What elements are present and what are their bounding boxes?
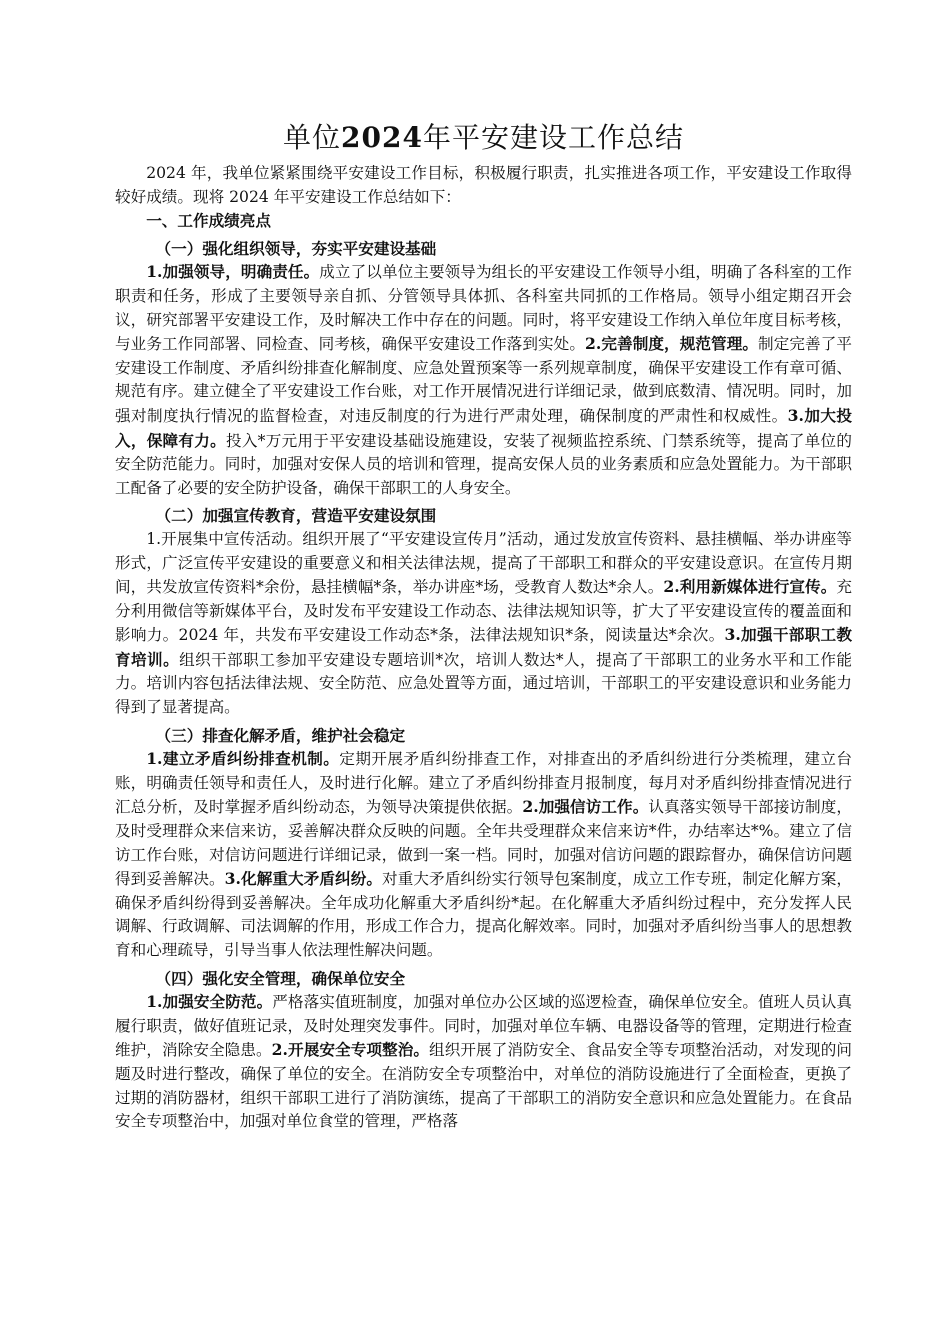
s4-text-2: 组织开展了消防安全、食品安全等专项整治活动，对发现的问题及时进行整改，确保了单位的安全。在消防安全专项整治中，对单位的消防设施进行了全面检查，更换了过期的消防器材，组织干部职工进行了消防演练，提高了干部职工的消防安全意识和应急处置能力。在食品安全专项整治中，加强对单位食堂的管理，严格落 (115, 1041, 852, 1131)
subsection-heading-3: （三）排查化解矛盾，维护社会稳定 (155, 725, 406, 745)
subsection-heading-2: （二）加强宣传教育，营造平安建设氛围 (155, 506, 437, 526)
subsection-4-paragraph (115, 990, 852, 1134)
s1-bold-1: 1.加强领导，明确责任。 (146, 262, 320, 282)
s3-bold-3: 3.化解重大矛盾纠纷。 (224, 869, 383, 889)
s1-text-1: 成立了以单位主要领导为组长的平安建设工作领导小组，明确了各科室的工作职责和任务，形成了主要领导亲自抓、分管领导具体抓、各科室共同抓的工作格局。领导小组定期召开会议，研究部署平安建设工作，及时解决工作中存在的问题。同时，将平安建设工作纳入单位年度目标考核，与业务工作同部署、同检查、同考核，确保平安建设工作落到实处。 (115, 263, 852, 354)
subsection-3-paragraph (115, 747, 852, 962)
s2-text-1: 1.开展集中宣传活动。组织开展了“平安建设宣传月”活动，通过发放宣传资料、悬挂横幅、举办讲座等形式，广泛宣传平安建设的重要意义和相关法律法规，提高了干部职工和群众的平安建设意识。在宣传月期间，共发放宣传资料*余份，悬挂横幅*条，举办讲座*场，受教育人数达*余人。 (115, 529, 852, 597)
s3-text-3: 对重大矛盾纠纷实行领导包案制度，成立工作专班，制定化解方案，确保矛盾纠纷得到妥善解决。全年成功化解重大矛盾纠纷*起。在化解重大矛盾纠纷过程中，充分发挥人民调解、行政调解、司法调解的作用，形成工作合力，提高化解效率。同时，加强对矛盾纠纷当事人的思想教育和心理疏导，引导当事人依法理性解决问题。 (115, 870, 852, 959)
subsection-2-paragraph (115, 528, 852, 720)
s2-text-2: 充分利用微信等新媒体平台，及时发布平安建设工作动态、法律法规知识等，扩大了平安建设宣传的覆盖面和影响力。2024 年，共发布平安建设工作动态*条，法律法规知识*条，阅读量达*余次。 (115, 578, 852, 645)
s1-bold-2: 2.完善制度，规范管理。 (585, 334, 759, 354)
subsection-1-paragraph (115, 260, 852, 500)
document-page (115, 108, 852, 1134)
s1-text-3: 投入*万元用于平安建设基础设施建设，安装了视频监控系统、门禁系统等，提高了单位的安全防范能力。同时，加强对安保人员的培训和管理，提高安保人员的业务素质和应急处置能力。为干部职工配备了必要的安全防护设备，确保干部职工的人身安全。 (115, 431, 852, 497)
section-heading-achievements: 一、工作成绩亮点 (146, 211, 271, 231)
s2-bold-2: 2.利用新媒体进行宣传。 (663, 577, 837, 597)
s1-text-2: 制定完善了平安建设工作制度、矛盾纠纷排查化解制度、应急处置预案等一系列规章制度，确保平安建设工作有章可循、规范有序。建立健全了平安建设工作台账，对工作开展情况进行详细记录，做到底数清、情况明。同时，加强对制度执行情况的监督检查，对违反制度的行为进行严肃处理，确保制度的严肃性和权威性。 (115, 335, 852, 425)
s3-bold-1: 1.建立矛盾纠纷排查机制。 (146, 749, 340, 769)
intro-paragraph: 2024 年，我单位紧紧围绕平安建设工作目标，积极履行职责，扎实推进各项工作，平安建设工作取得较好成绩。现将 2024 年平安建设工作总结如下： (115, 164, 852, 206)
title-suffix: 年平安建设工作总结 (422, 121, 684, 154)
s3-text-1: 定期开展矛盾纠纷排查工作，对排查出的矛盾纠纷进行分类梳理，建立台账，明确责任领导和责任人，及时进行化解。建立了矛盾纠纷排查月报制度，每月对矛盾纠纷排查情况进行汇总分析，及时掌握矛盾纠纷动态，为领导决策提供依据。 (115, 750, 852, 817)
s4-bold-2: 2.开展安全专项整治。 (271, 1040, 430, 1060)
s4-text-1: 严格落实值班制度，加强对单位办公区域的巡逻检查，确保单位安全。值班人员认真履行职责，做好值班记录，及时处理突发事件。同时，加强对单位车辆、电器设备等的管理，定期进行检查维护，消除安全隐患。 (115, 993, 852, 1060)
s2-bold-3: 3.加强干部职工教育培训。 (115, 625, 852, 669)
s1-bold-3: 3.加大投入，保障有力。 (115, 405, 852, 450)
subsection-heading-1: （一）强化组织领导，夯实平安建设基础 (155, 238, 437, 258)
s2-text-3: 组织干部职工参加平安建设专题培训*次，培训人数达*人，提高了干部职工的业务水平和工作能力。培训内容包括法律法规、安全防范、应急处置等方面，通过培训，干部职工的平安建设意识和业务能力得到了显著提高。 (115, 650, 852, 717)
title-prefix: 单位 (283, 121, 342, 154)
s3-bold-2: 2.加强信访工作。 (522, 797, 649, 817)
document-title (115, 120, 852, 156)
subsection-heading-4: （四）强化安全管理，确保单位安全 (155, 968, 406, 988)
s4-bold-1: 1.加强安全防范。 (146, 992, 273, 1012)
s3-text-2: 认真落实领导干部接访制度，及时受理群众来信来访，妥善解决群众反映的问题。全年共受理群众来信来访*件，办结率达*%。建立了信访工作台账，对信访问题进行详细记录，做到一案一档。同时，加强对信访问题的跟踪督办，确保信访问题得到妥善解决。 (115, 798, 852, 889)
title-year: 2024 (341, 121, 423, 154)
